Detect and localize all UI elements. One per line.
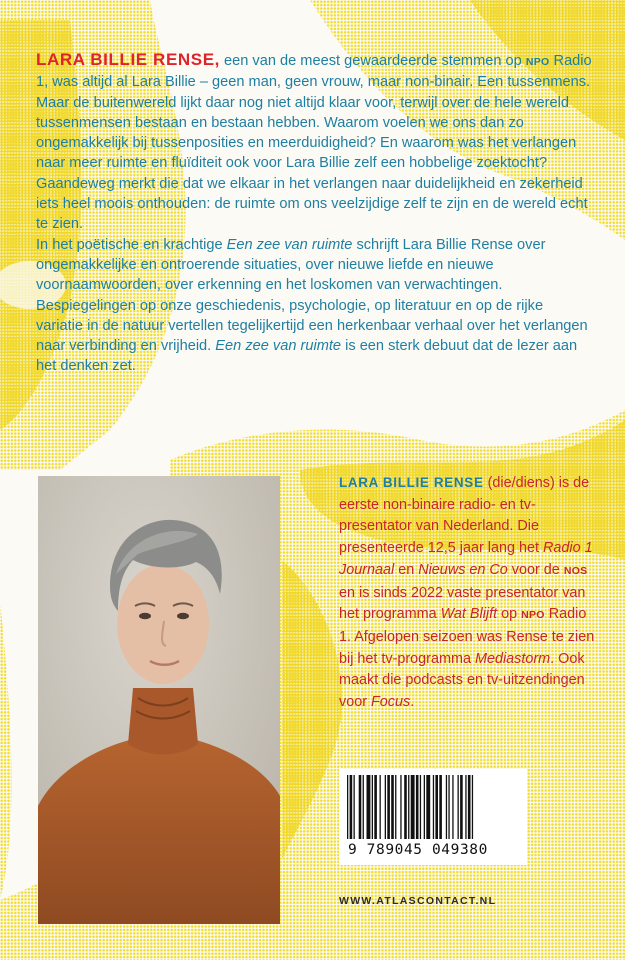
bio-program-title: Wat Blijft bbox=[440, 606, 498, 623]
npo-abbreviation: NPO bbox=[525, 56, 550, 68]
bio-program-title: Radio 1 Journaal bbox=[339, 540, 593, 578]
bio-text-segment: op bbox=[497, 606, 522, 623]
bio-author-name: LARA BILLIE RENSE bbox=[339, 475, 484, 490]
blurb-text-segment: is een sterk debuut dat de lezer aan het denken zet. bbox=[36, 338, 578, 375]
blurb-text-segment: een van de meest gewaardeerde stemmen op bbox=[219, 53, 526, 69]
bio-program-title: Nieuws en Co bbox=[418, 561, 508, 578]
blurb-text bbox=[36, 50, 592, 377]
bio-text-segment: en is sinds 2022 vaste presentator van het programma bbox=[339, 584, 586, 623]
isbn-number: 9 789045 049380 bbox=[348, 842, 488, 858]
blurb-text-segment: schrijft Lara Billie Rense over ongemakkelijke en ontroerende situaties, over nieuwe liefde en nieuwe voornaamwoorden, over erkenning en het loskomen van verwachtingen. Bespiegelingen op onze geschiedenis, psychologie, op literatuur en op de rijke variatie in de natuur vertellen tegelijkertijd een herkenbaar verhaal over het verlangen naar verbinding en vrijheid. bbox=[36, 236, 588, 355]
blurb-paragraph-2 bbox=[36, 235, 592, 377]
blurb-text-segment: In het poëtische en krachtige bbox=[36, 236, 227, 253]
isbn-barcode bbox=[339, 769, 527, 865]
bio-text-segment: voor de bbox=[507, 561, 564, 578]
book-title: Een zee van ruimte bbox=[226, 236, 353, 253]
author-bio bbox=[339, 472, 601, 714]
author-photo bbox=[38, 476, 280, 924]
npo-abbreviation: NPO bbox=[521, 609, 545, 622]
bio-text-segment: Radio 1. Afgelopen seizoen was Rense te zien bij het tv-programma bbox=[339, 606, 595, 667]
blurb-text-segment: Radio 1, was altijd al Lara Billie – geen man, geen vrouw, maar non-binair. Een tussenmens. Maar de buitenwereld lijkt daar nog niet altijd klaar voor, terwijl over de hele wereld tussenmensen bestaan en bestaan hebben. Waarom voelen we ons dan zo ongemakkelijk bij tussenposities en meerduidigheid? En waarom was het verlangen naar meer ruimte en fluïditeit ook voor Lara Billie zelf een hobbelige zoektocht? Gaandeweg merkt die dat we elkaar in het verlangen naar duidelijkheid en zekerheid iets heel moois onthouden: de ruimte om ons veelzijdige zelf te zijn en de wereld echt te zien. bbox=[36, 53, 592, 233]
bio-text-segment: en bbox=[394, 561, 419, 578]
blurb-author-name: LARA BILLIE RENSE, bbox=[36, 50, 220, 69]
nos-abbreviation: NOS bbox=[563, 564, 588, 577]
bio-program-title: Mediastorm bbox=[474, 650, 551, 667]
bio-text-segment: . Ook maakt die podcasts en tv-uitzendingen voor bbox=[339, 650, 585, 711]
bio-text-segment: . bbox=[410, 694, 415, 711]
bio-program-title: Focus bbox=[371, 694, 411, 711]
book-title: Een zee van ruimte bbox=[215, 338, 342, 355]
publisher-url: WWW.ATLASCONTACT.NL bbox=[339, 895, 497, 907]
blurb-paragraph-1 bbox=[36, 50, 592, 235]
bio-text-segment: (die/diens) is de eerste non-binaire radio- en tv-presentator van Nederland. Die presenteerde 12,5 jaar lang het bbox=[339, 475, 590, 557]
